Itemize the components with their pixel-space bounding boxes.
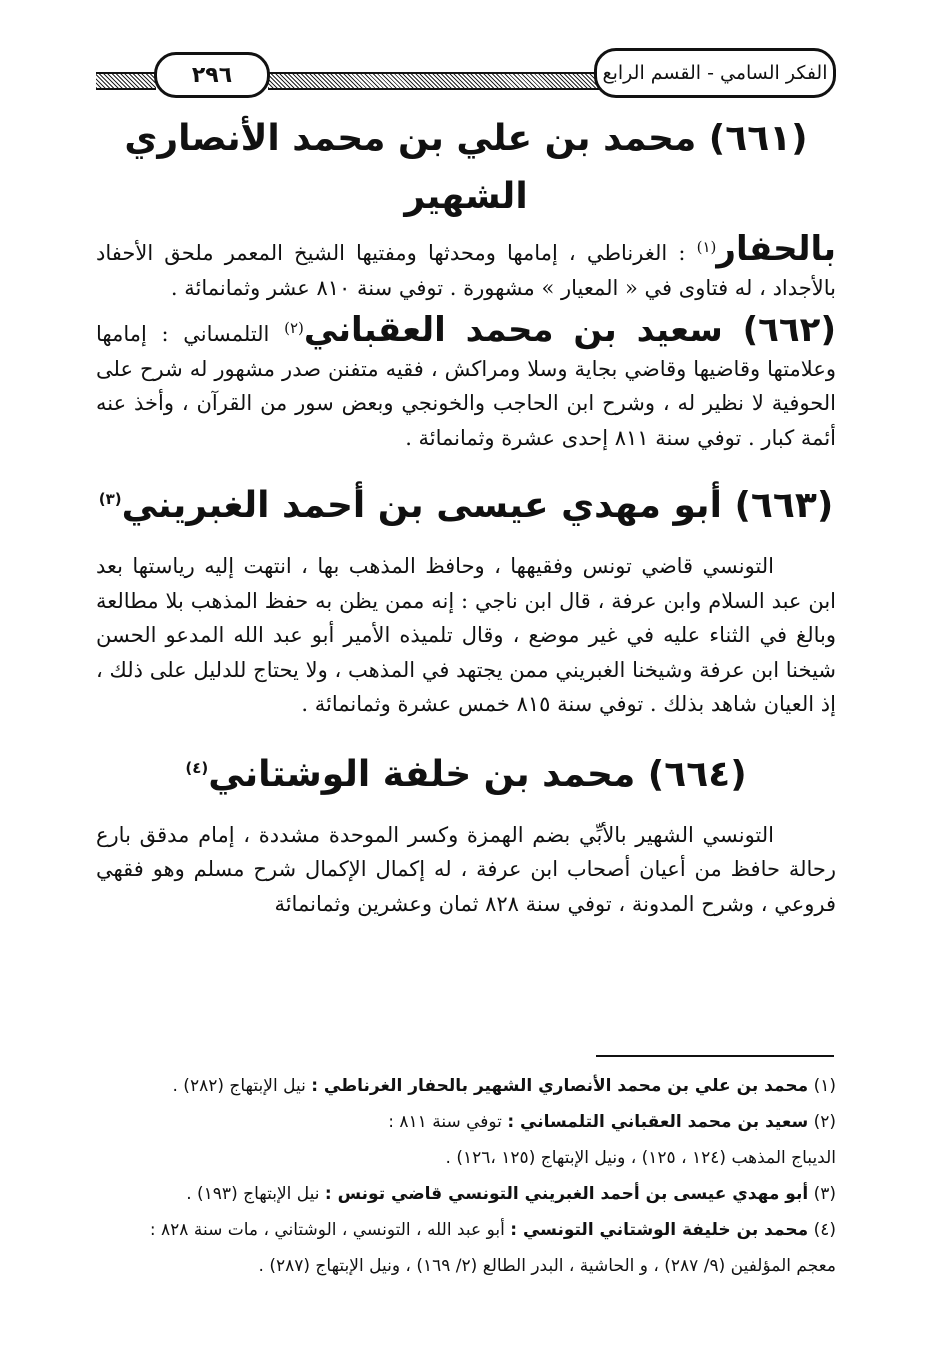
entry-662-heading: (٦٦٢) سعيد بن محمد العقباني xyxy=(303,310,836,350)
entry-661-text xyxy=(96,229,836,305)
footnotes xyxy=(96,1068,836,1284)
header-ornament-left xyxy=(96,72,156,90)
footnote-2 xyxy=(96,1104,836,1140)
footnote-text: معجم المؤلفين (٩/ ٢٨٧) ، و الحاشية ، البدر الطالع (٢/ ١٦٩) ، ونيل الإبتهاج (٢٨٧) . xyxy=(258,1256,836,1276)
page-number: ٢٩٦ xyxy=(154,52,270,98)
entry-663-note-mark: (٣) xyxy=(98,490,122,508)
entry-663-heading-text: (٦٦٣) أبو مهدي عيسى بن أحمد الغبريني xyxy=(121,485,834,526)
footnote-4-continued xyxy=(96,1248,836,1284)
entry-661-name-continued: بالحفار xyxy=(716,229,836,269)
entry-662-body: التلمساني : إمامها وعلامتها وقاضيها وقاضي بجاية وسلا ومراكش ، فقيه متفنن صدر مشهور له شرح على الحوفية لا نظير له ، وشرح ابن الحاجب والخونجي وبعض سور من القرآن ، وأخذ عنه أئمة كبار . توفي سنة ٨١١ إحدى عشرة وثمانمائة . xyxy=(96,322,836,450)
footnote-subject: أبو مهدي عيسى بن أحمد الغبريني التونسي قاضي تونس : xyxy=(324,1184,809,1204)
page-header xyxy=(96,46,836,98)
entry-662-text xyxy=(96,310,836,455)
footnote-subject: محمد بن علي بن محمد الأنصاري الشهير بالحفار الغرناطي : xyxy=(311,1076,809,1096)
footnote-1 xyxy=(96,1068,836,1104)
entry-664-heading-text: (٦٦٤) محمد بن خلفة الوشتاني xyxy=(208,753,747,795)
entry-661-body: : الغرناطي ، إمامها ومحدثها ومفتيها الشيخ المعمر ملحق الأحفاد بالأجداد ، له فتاوى في « المعيار » مشهورة . توفي سنة ٨١٠ عشر وثمانمائة . xyxy=(96,241,836,300)
entry-664-note-mark: (٤) xyxy=(185,758,209,777)
entry-661-note-mark: (١) xyxy=(696,238,717,256)
entry-663-heading xyxy=(96,477,836,535)
footnote-2-continued xyxy=(96,1140,836,1176)
footnote-4 xyxy=(96,1212,836,1248)
footnote-mark: (٣) xyxy=(813,1184,836,1204)
footnote-subject: محمد بن خليفة الوشتاني التونسي : xyxy=(510,1220,809,1240)
entry-664-body: التونسي الشهير بالأبِّي بضم الهمزة وكسر الموحدة مشددة ، إمام مدقق بارع رحالة حافظ من أعيان أصحاب ابن عرفة ، له إكمال الإكمال شرح مسلم وهو فقهي فروعي ، وشرح المدونة ، توفي سنة ٨٢٨ ثمان وعشرين وثمانمائة xyxy=(96,822,836,916)
footnote-subject: سعيد بن محمد العقباني التلمساني : xyxy=(507,1112,809,1132)
footnote-text: نيل الإبتهاج (٢٨٢) . xyxy=(172,1076,312,1096)
footnote-text: نيل الإبتهاج (١٩٣) . xyxy=(186,1184,325,1204)
entry-661-heading xyxy=(96,110,836,226)
main-text xyxy=(96,110,836,921)
entry-663-body: التونسي قاضي تونس وفقيهها ، وحافظ المذهب بها ، انتهت إليه رياستها بعد ابن عبد السلام وابن عرفة ، قال ابن ناجي : إنه ممن يظن به حفظ المذهب بلا مطالعة وبالغ في الثناء عليه في غير موضع ، وقال تلميذه الأمير أبو عبد الله المدعو الحسن شيخنا ابن عرفة وشيخنا الغبريني ممن يجتهد في المذهب ، ولا يحتاج للدليل على ذلك ، إذ العيان شاهد بذلك . توفي سنة ٨١٥ خمس عشرة وثمانمائة . xyxy=(96,554,836,716)
entry-664-heading xyxy=(96,746,836,804)
footnote-text: توفي سنة ٨١١ : xyxy=(388,1112,508,1132)
footnote-separator xyxy=(596,1055,834,1057)
footnote-mark: (٤) xyxy=(813,1220,836,1240)
footnote-mark: (٢) xyxy=(813,1112,836,1132)
entry-661-heading-text: (٦٦١) محمد بن علي بن محمد الأنصاري الشهير xyxy=(124,118,808,217)
entry-662-note-mark: (٢) xyxy=(284,319,304,337)
running-title: الفكر السامي - القسم الرابع xyxy=(594,48,836,98)
footnote-text: الديباج المذهب (١٢٤ ، ١٢٥) ، ونيل الإبتهاج (١٢٥ ،١٢٦) . xyxy=(445,1148,836,1168)
footnote-3 xyxy=(96,1176,836,1212)
footnote-text: أبو عبد الله ، التونسي ، الوشتاني ، مات سنة ٨٢٨ : xyxy=(149,1220,511,1240)
footnote-mark: (١) xyxy=(813,1076,836,1096)
